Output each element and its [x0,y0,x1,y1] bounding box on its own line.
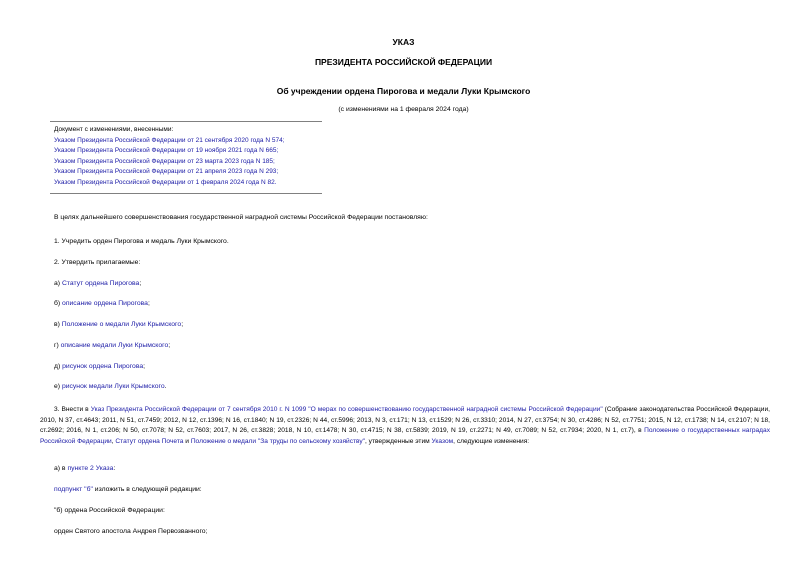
edition-note: (с изменениями на 1 февраля 2024 года) [338,106,469,113]
amendment-link[interactable]: Указом Президента Российской Федерации от 19 ноября 2021 года N 665; [54,147,279,154]
medal-regulation-link[interactable]: Положение о медали Луки Крымского [61,321,182,328]
amendment-link[interactable]: Указом Президента Российской Федерации от 1 февраля 2024 года N 82. [54,178,277,186]
order-of-honor-statute-link[interactable]: Статут ордена Почета [115,437,184,445]
amendments-block [50,121,322,194]
state-awards-regulation-link[interactable]: Положение о государственных наградах Российской Федерации [40,427,770,445]
decree-subject: Об учреждении ордена Пирогова и медали Луки Крымского [276,86,531,96]
subitem-a: а) в пункте 2 Указа: [54,465,116,472]
item-a: а) Статут ордена Пирогова; [54,280,142,287]
decree-1099-link[interactable]: Указ Президента Российской Федерации от 7 сентября 2010 г. N 1099 "О мерах по совершенствованию государственной наградной системы Российской Федерации" [90,406,603,413]
quote-line-1: "б) ордена Российской Федерации: [54,507,165,514]
preamble: В целях дальнейшего совершенствования государственной наградной системы Российской Федерации постановляю: [54,214,428,221]
decree-title: УКАЗ [392,37,415,47]
medal-drawing-link[interactable]: рисунок медали Луки Крымского [61,383,165,390]
subpoint-b-link[interactable]: подпункт "б" [54,486,93,493]
decree-link[interactable]: Указом [431,437,454,445]
item-b: б) описание ордена Пирогова; [54,300,150,307]
decree-issuer: ПРЕЗИДЕНТА РОССИЙСКОЙ ФЕДЕРАЦИИ [314,57,493,67]
amendment-link[interactable]: Указом Президента Российской Федерации от 21 апреля 2023 года N 293; [54,168,279,175]
item-d: д) рисунок ордена Пирогова; [54,363,146,370]
item-g: г) описание медали Луки Крымского; [54,342,171,349]
order-description-link[interactable]: описание ордена Пирогова [62,300,148,307]
quote-line-2: орден Святого апостола Андрея Первозванного; [54,528,208,535]
decree-point-2-link[interactable]: пункте 2 Указа [67,465,114,472]
agriculture-medal-regulation-link[interactable]: Положение о медали "За труды по сельскому хозяйству" [190,437,366,445]
statute-order-link[interactable]: Статут ордена Пирогова [61,280,140,287]
clause-2: 2. Утвердить прилагаемые: [54,259,141,266]
subpoint-b: подпункт "б" изложить в следующей редакции: [54,486,202,493]
medal-description-link[interactable]: описание медали Луки Крымского [60,342,169,349]
item-e: е) рисунок медали Луки Крымского. [54,383,167,390]
amendment-link[interactable]: Указом Президента Российской Федерации от 21 сентября 2020 года N 574; [54,136,285,144]
amendment-link[interactable]: Указом Президента Российской Федерации от 23 марта 2023 года N 185; [54,157,275,165]
order-drawing-link[interactable]: рисунок ордена Пирогова [62,363,144,370]
amendments-intro: Документ с изменениями, внесенными: [54,126,174,133]
clause-3: 3. Внести в Указ Президента Российской Федерации от 7 сентября 2010 г. N 1099 "О мерах по совершенствованию государственной наградной системы Российской Федерации" (Собрание законодательства Российской Федерации, 2010, N 37, ст.4643; 2011, N 51, ст.7459; 2012, N 12, ст.1396; N 16, ст.1840; N 19, ст.2326; N 44, ст.5996; 2013, N 3, ст.171; N 13, ст.1529; N 26, ст.3310; 2014, N 27, ст.3754; N 30, ст.4286; N 52, ст.7751; 2015, N 12, ст.1738; N 14, ст.2107; N 18, ст.2692; 2016, N 1, ст.206; N 50, ст.7078; N 52, ст.7603; 2017, N 26, ст.3828; 2018, N 10, ст.1478; N 30, ст.4715; N 38, ст.5839; 2019, N 19, ст.2271; N 49, ст.7089; N 52, ст.7934; 2020, N 1, ст.7), в Положение о государственных наградах Российской Федерации, Статут ордена Почета и Положение о медали "За труды по сельскому хозяйству", утвержденные этим Указом, следующие изменения: [40,406,770,445]
clause-1: 1. Учредить орден Пирогова и медаль Луки Крымского. [54,238,229,245]
item-v: в) Положение о медали Луки Крымского; [54,321,184,328]
